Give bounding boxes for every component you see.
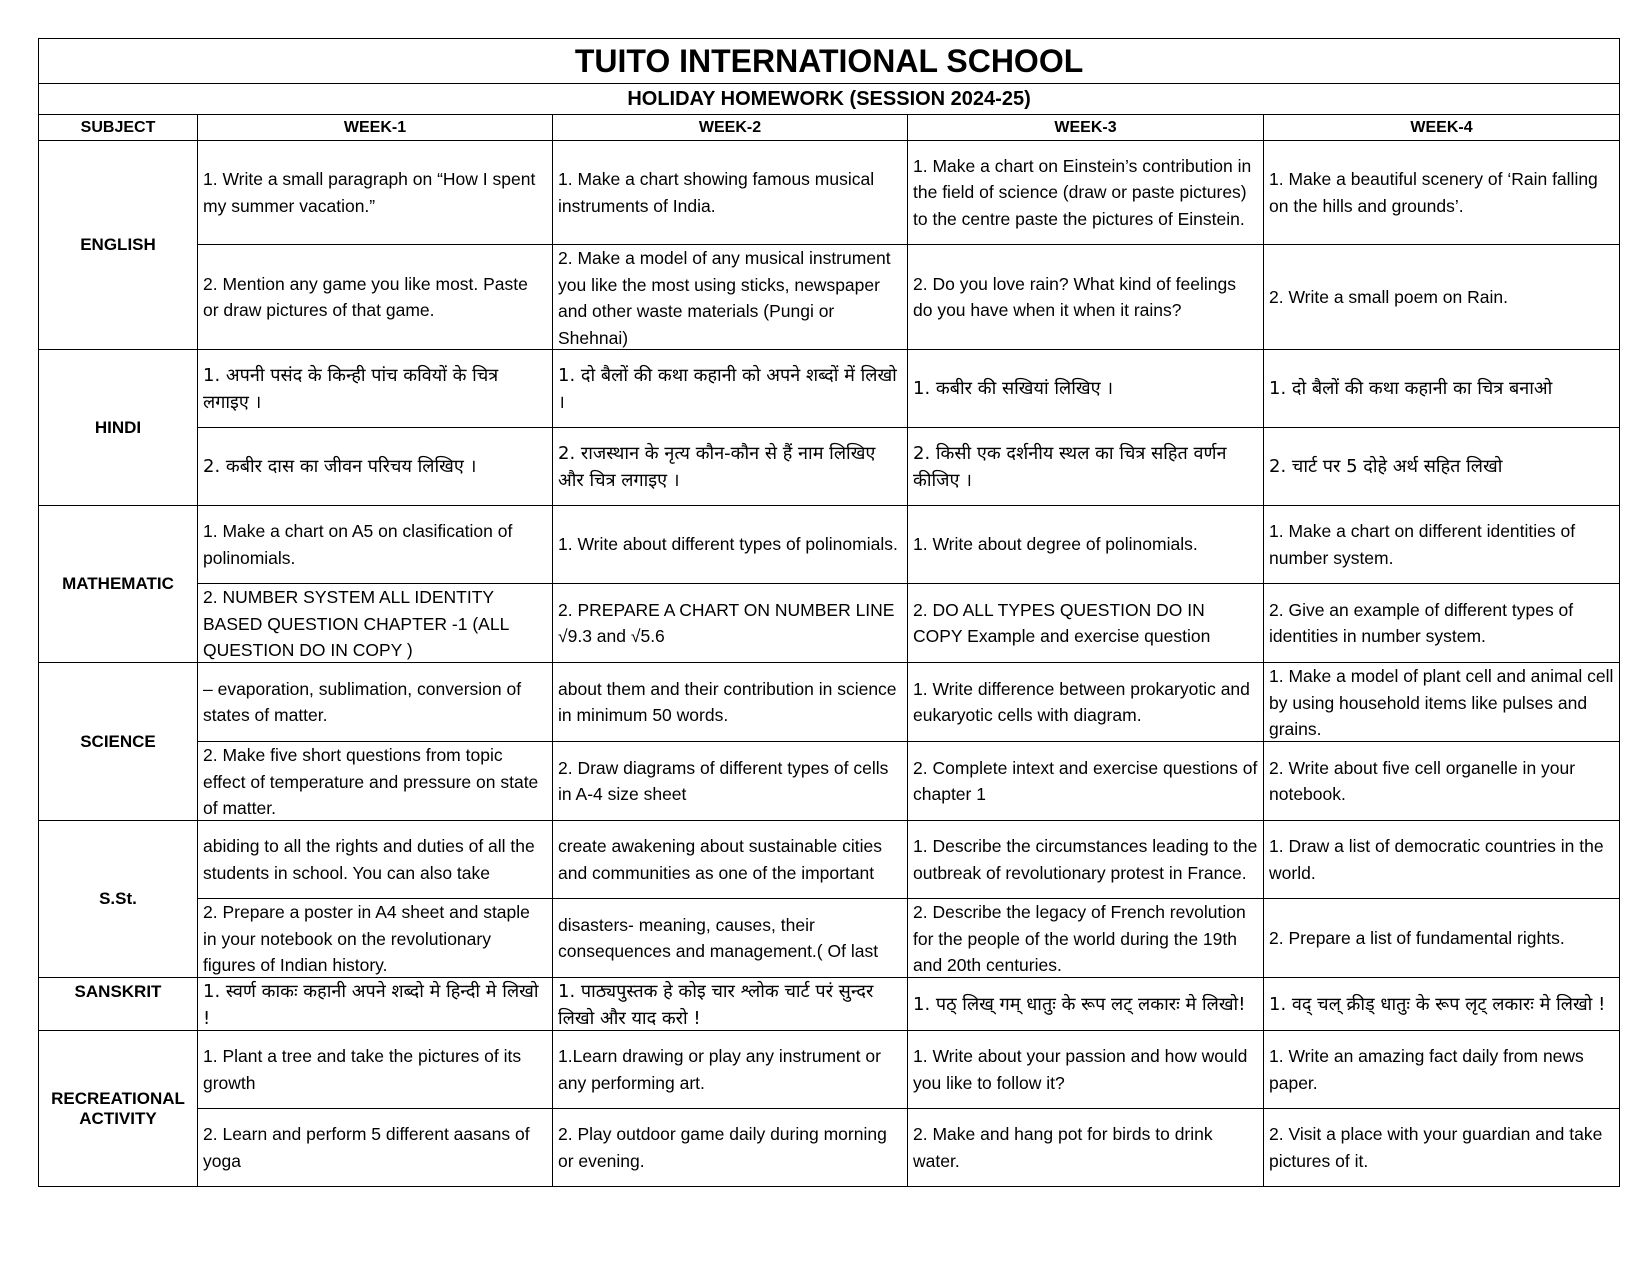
homework-subtitle: HOLIDAY HOMEWORK (SESSION 2024-25) bbox=[39, 84, 1620, 115]
table-row bbox=[39, 1109, 1620, 1187]
table-row bbox=[39, 506, 1620, 584]
subject-mathematic: MATHEMATIC bbox=[39, 506, 198, 663]
task-cell: 2. Learn and perform 5 different aasans of yoga bbox=[198, 1109, 553, 1187]
task-cell: 1. Make a chart showing famous musical instruments of India. bbox=[553, 141, 908, 245]
task-cell: 2. DO ALL TYPES QUESTION DO IN COPY Example and exercise question bbox=[908, 584, 1264, 663]
header-week-2: WEEK-2 bbox=[553, 115, 908, 141]
task-cell: 2. Complete intext and exercise questions of chapter 1 bbox=[908, 742, 1264, 821]
table-row bbox=[39, 978, 1620, 1031]
subject-sst: S.St. bbox=[39, 821, 198, 978]
task-cell: 2. Make five short questions from topic effect of temperature and pressure on state of matter. bbox=[198, 742, 553, 821]
task-cell: 1. Make a beautiful scenery of ‘Rain falling on the hills and grounds’. bbox=[1264, 141, 1620, 245]
task-cell: 2. चार्ट पर 5 दोहे अर्थ सहित लिखो bbox=[1264, 428, 1620, 506]
task-cell: 1. Make a chart on Einstein’s contribution in the field of science (draw or paste pictures) to the centre paste the pictures of Einstein. bbox=[908, 141, 1264, 245]
task-cell: disasters- meaning, causes, their consequences and management.( Of last bbox=[553, 899, 908, 978]
task-cell: abiding to all the rights and duties of all the students in school. You can also take bbox=[198, 821, 553, 899]
header-week-1: WEEK-1 bbox=[198, 115, 553, 141]
task-cell: 2. Describe the legacy of French revolution for the people of the world during the 19th and 20th centuries. bbox=[908, 899, 1264, 978]
task-cell: 1. Write about different types of polinomials. bbox=[553, 506, 908, 584]
table-row bbox=[39, 821, 1620, 899]
task-cell: 1. वद् चल् क्रीड् धातुः के रूप लृट् लकारः मे लिखो ! bbox=[1264, 978, 1620, 1031]
subject-recreational-activity: RECREATIONAL ACTIVITY bbox=[39, 1031, 198, 1187]
subject-sanskrit: SANSKRIT bbox=[39, 978, 198, 1031]
subject-hindi: HINDI bbox=[39, 350, 198, 506]
task-cell: 1. Draw a list of democratic countries in the world. bbox=[1264, 821, 1620, 899]
task-cell: 2. Mention any game you like most. Paste or draw pictures of that game. bbox=[198, 245, 553, 350]
task-cell: 2. Make a model of any musical instrument you like the most using sticks, newspaper and other waste materials (Pungi or Shehnai) bbox=[553, 245, 908, 350]
task-cell: 1. Write difference between prokaryotic and eukaryotic cells with diagram. bbox=[908, 663, 1264, 742]
task-cell: 2. Make and hang pot for birds to drink water. bbox=[908, 1109, 1264, 1187]
task-cell: 1. Describe the circumstances leading to the outbreak of revolutionary protest in France. bbox=[908, 821, 1264, 899]
table-row bbox=[39, 428, 1620, 506]
task-cell: 2. Draw diagrams of different types of cells in A-4 size sheet bbox=[553, 742, 908, 821]
task-cell: 2. Visit a place with your guardian and take pictures of it. bbox=[1264, 1109, 1620, 1187]
task-cell: 1. अपनी पसंद के किन्ही पांच कवियों के चित्र लगाइए । bbox=[198, 350, 553, 428]
task-cell: 1. Make a chart on different identities of number system. bbox=[1264, 506, 1620, 584]
table-row bbox=[39, 245, 1620, 350]
task-cell: – evaporation, sublimation, conversion of states of matter. bbox=[198, 663, 553, 742]
task-cell: 2. Do you love rain? What kind of feelings do you have when it when it rains? bbox=[908, 245, 1264, 350]
task-cell: 1.Learn drawing or play any instrument or any performing art. bbox=[553, 1031, 908, 1109]
table-row bbox=[39, 350, 1620, 428]
subject-english: ENGLISH bbox=[39, 141, 198, 350]
task-cell: 1. Make a model of plant cell and animal cell by using household items like pulses and grains. bbox=[1264, 663, 1620, 742]
table-row bbox=[39, 899, 1620, 978]
task-cell: 2. Write about five cell organelle in your notebook. bbox=[1264, 742, 1620, 821]
task-cell: 2. Prepare a poster in A4 sheet and staple in your notebook on the revolutionary figures of Indian history. bbox=[198, 899, 553, 978]
header-week-3: WEEK-3 bbox=[908, 115, 1264, 141]
task-cell: 1. Plant a tree and take the pictures of its growth bbox=[198, 1031, 553, 1109]
homework-table bbox=[38, 38, 1620, 1187]
task-cell: create awakening about sustainable cities and communities as one of the important bbox=[553, 821, 908, 899]
task-cell: about them and their contribution in science in minimum 50 words. bbox=[553, 663, 908, 742]
task-cell: 2. राजस्थान के नृत्य कौन-कौन से हैं नाम लिखिए और चित्र लगाइए । bbox=[553, 428, 908, 506]
task-cell: 1. स्वर्ण काकः कहानी अपने शब्दो मे हिन्दी मे लिखो ! bbox=[198, 978, 553, 1031]
task-cell: 2. Write a small poem on Rain. bbox=[1264, 245, 1620, 350]
task-cell: 1. पाठ्यपुस्तक हे कोइ चार श्लोक चार्ट परं सुन्दर लिखो और याद करो ! bbox=[553, 978, 908, 1031]
task-cell: 1. Write about degree of polinomials. bbox=[908, 506, 1264, 584]
task-cell: 1. पठ् लिख् गम् धातुः के रूप लट् लकारः मे लिखो! bbox=[908, 978, 1264, 1031]
task-cell: 1. Write an amazing fact daily from news paper. bbox=[1264, 1031, 1620, 1109]
task-cell: 2. Play outdoor game daily during morning or evening. bbox=[553, 1109, 908, 1187]
task-cell: 1. कबीर की सखियां लिखिए । bbox=[908, 350, 1264, 428]
task-cell: 2. किसी एक दर्शनीय स्थल का चित्र सहित वर्णन कीजिए । bbox=[908, 428, 1264, 506]
task-cell: 2. Prepare a list of fundamental rights. bbox=[1264, 899, 1620, 978]
task-cell: 2. कबीर दास का जीवन परिचय लिखिए । bbox=[198, 428, 553, 506]
task-cell: 1. दो बैलों की कथा कहानी को अपने शब्दों में लिखो । bbox=[553, 350, 908, 428]
table-row bbox=[39, 141, 1620, 245]
header-week-4: WEEK-4 bbox=[1264, 115, 1620, 141]
task-cell: 1. Make a chart on A5 on clasification of polinomials. bbox=[198, 506, 553, 584]
header-subject: SUBJECT bbox=[39, 115, 198, 141]
table-row bbox=[39, 742, 1620, 821]
task-cell: 2. Give an example of different types of identities in number system. bbox=[1264, 584, 1620, 663]
task-cell: 1. दो बैलों की कथा कहानी का चित्र बनाओ bbox=[1264, 350, 1620, 428]
table-row bbox=[39, 584, 1620, 663]
task-cell: 1. Write about your passion and how would you like to follow it? bbox=[908, 1031, 1264, 1109]
table-row bbox=[39, 1031, 1620, 1109]
school-title: TUITO INTERNATIONAL SCHOOL bbox=[39, 39, 1620, 84]
subject-science: SCIENCE bbox=[39, 663, 198, 821]
task-cell: 2. PREPARE A CHART ON NUMBER LINE √9.3 and √5.6 bbox=[553, 584, 908, 663]
table-row bbox=[39, 663, 1620, 742]
task-cell: 2. NUMBER SYSTEM ALL IDENTITY BASED QUESTION CHAPTER -1 (ALL QUESTION DO IN COPY ) bbox=[198, 584, 553, 663]
task-cell: 1. Write a small paragraph on “How I spent my summer vacation.” bbox=[198, 141, 553, 245]
